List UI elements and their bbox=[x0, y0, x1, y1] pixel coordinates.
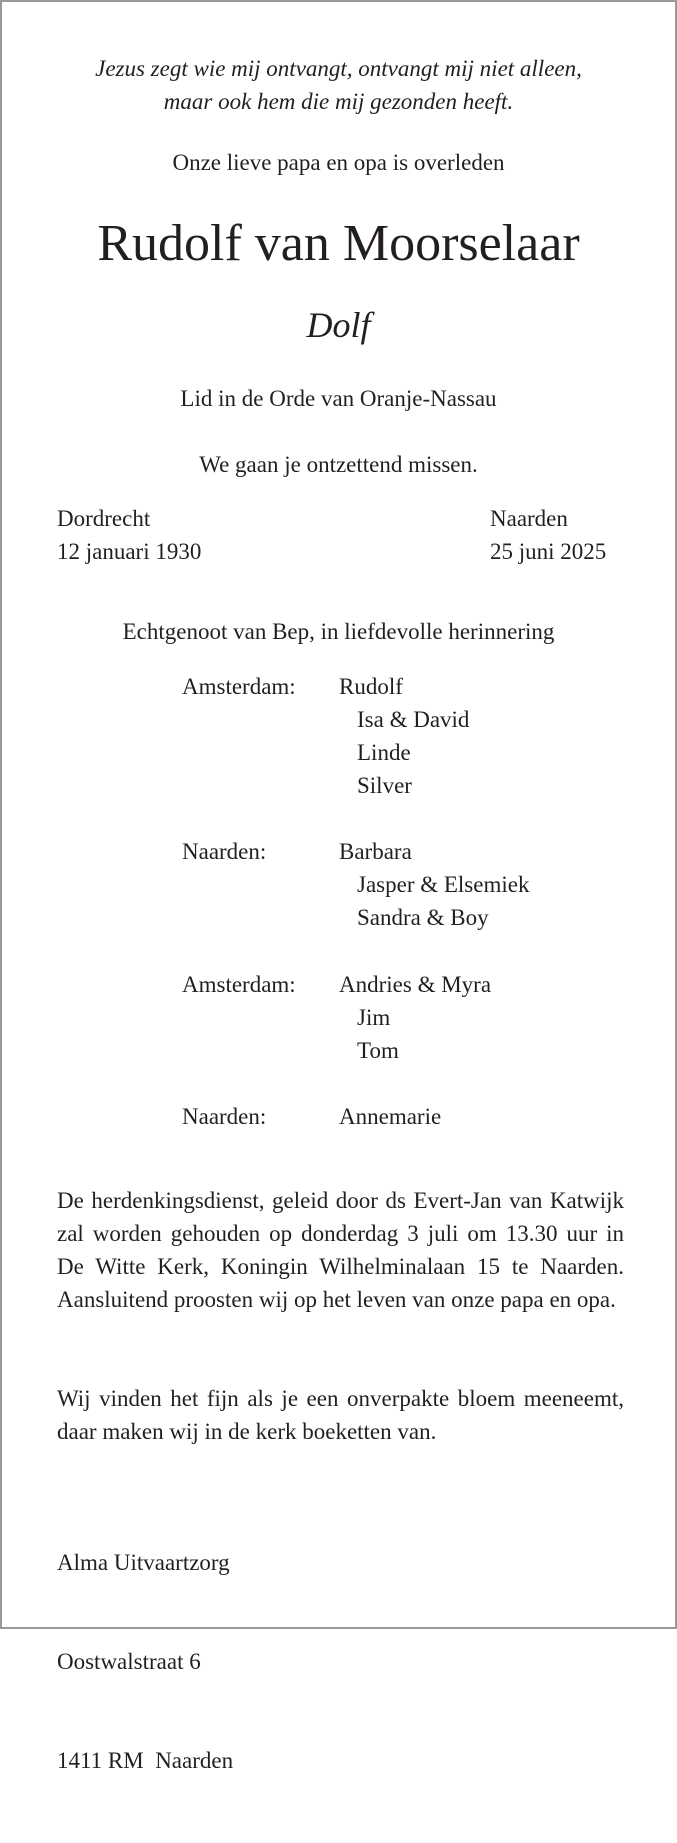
birth-date: 12 januari 1930 bbox=[57, 539, 202, 564]
family-members bbox=[339, 835, 529, 934]
intro-text: Onze lieve papa en opa is overleden bbox=[172, 150, 505, 175]
bible-verse bbox=[2, 52, 675, 118]
death-info bbox=[490, 502, 606, 568]
missing-text: We gaan je ontzettend missen. bbox=[199, 452, 478, 477]
family-head: Barbara bbox=[339, 839, 412, 864]
family-head: Rudolf bbox=[339, 674, 403, 699]
birth-info bbox=[57, 502, 201, 568]
family-city: Amsterdam: bbox=[182, 972, 296, 997]
family-member: Jim bbox=[357, 1005, 391, 1030]
family-member: Jasper & Elsemiek bbox=[357, 872, 530, 897]
family-member: Sandra & Boy bbox=[357, 905, 489, 930]
family-city: Naarden: bbox=[182, 839, 267, 864]
death-date: 25 juni 2025 bbox=[490, 539, 607, 564]
family-city: Amsterdam: bbox=[182, 674, 296, 699]
address-street: Oostwalstraat 6 bbox=[57, 1649, 201, 1674]
honor-text: Lid in de Orde van Oranje-Nassau bbox=[180, 386, 497, 411]
family-member: Silver bbox=[357, 773, 412, 798]
family-member: Linde bbox=[357, 740, 411, 765]
family-members bbox=[339, 670, 469, 802]
death-place: Naarden bbox=[490, 506, 568, 531]
family-head: Andries & Myra bbox=[339, 972, 492, 997]
birth-place: Dordrecht bbox=[57, 506, 151, 531]
flowers-paragraph: Wij vinden het fijn als je een onverpakte bloem meeneemt, daar maken wij in de kerk boeketten van. bbox=[57, 1386, 624, 1444]
spouse-text: Echtgenoot van Bep, in liefdevolle herinnering bbox=[122, 619, 555, 644]
family-member: Tom bbox=[357, 1038, 399, 1063]
family-members bbox=[339, 1100, 441, 1133]
family-members bbox=[339, 968, 491, 1067]
address-city: 1411 RM Naarden bbox=[57, 1748, 234, 1773]
verse-line-1: Jezus zegt wie mij ontvangt, ontvangt mij niet alleen, bbox=[95, 56, 582, 81]
funeral-address bbox=[57, 1480, 233, 1843]
address-name: Alma Uitvaartzorg bbox=[57, 1550, 230, 1575]
family-member: Isa & David bbox=[357, 707, 470, 732]
deceased-name: Rudolf van Moorselaar bbox=[97, 215, 580, 272]
family-city: Naarden: bbox=[182, 1104, 267, 1129]
family-head: Annemarie bbox=[339, 1104, 442, 1129]
nickname: Dolf bbox=[306, 305, 371, 345]
verse-line-2: maar ook hem die mij gezonden heeft. bbox=[163, 89, 514, 114]
service-paragraph: De herdenkingsdienst, geleid door ds Evert-Jan van Katwijk zal worden gehouden op donderdag 3 juli om 13.30 uur in De Witte Kerk, Koningin Wilhelminalaan 15 te Naarden. Aansluitend proosten wij op het leven van onze papa en opa. bbox=[57, 1188, 624, 1312]
